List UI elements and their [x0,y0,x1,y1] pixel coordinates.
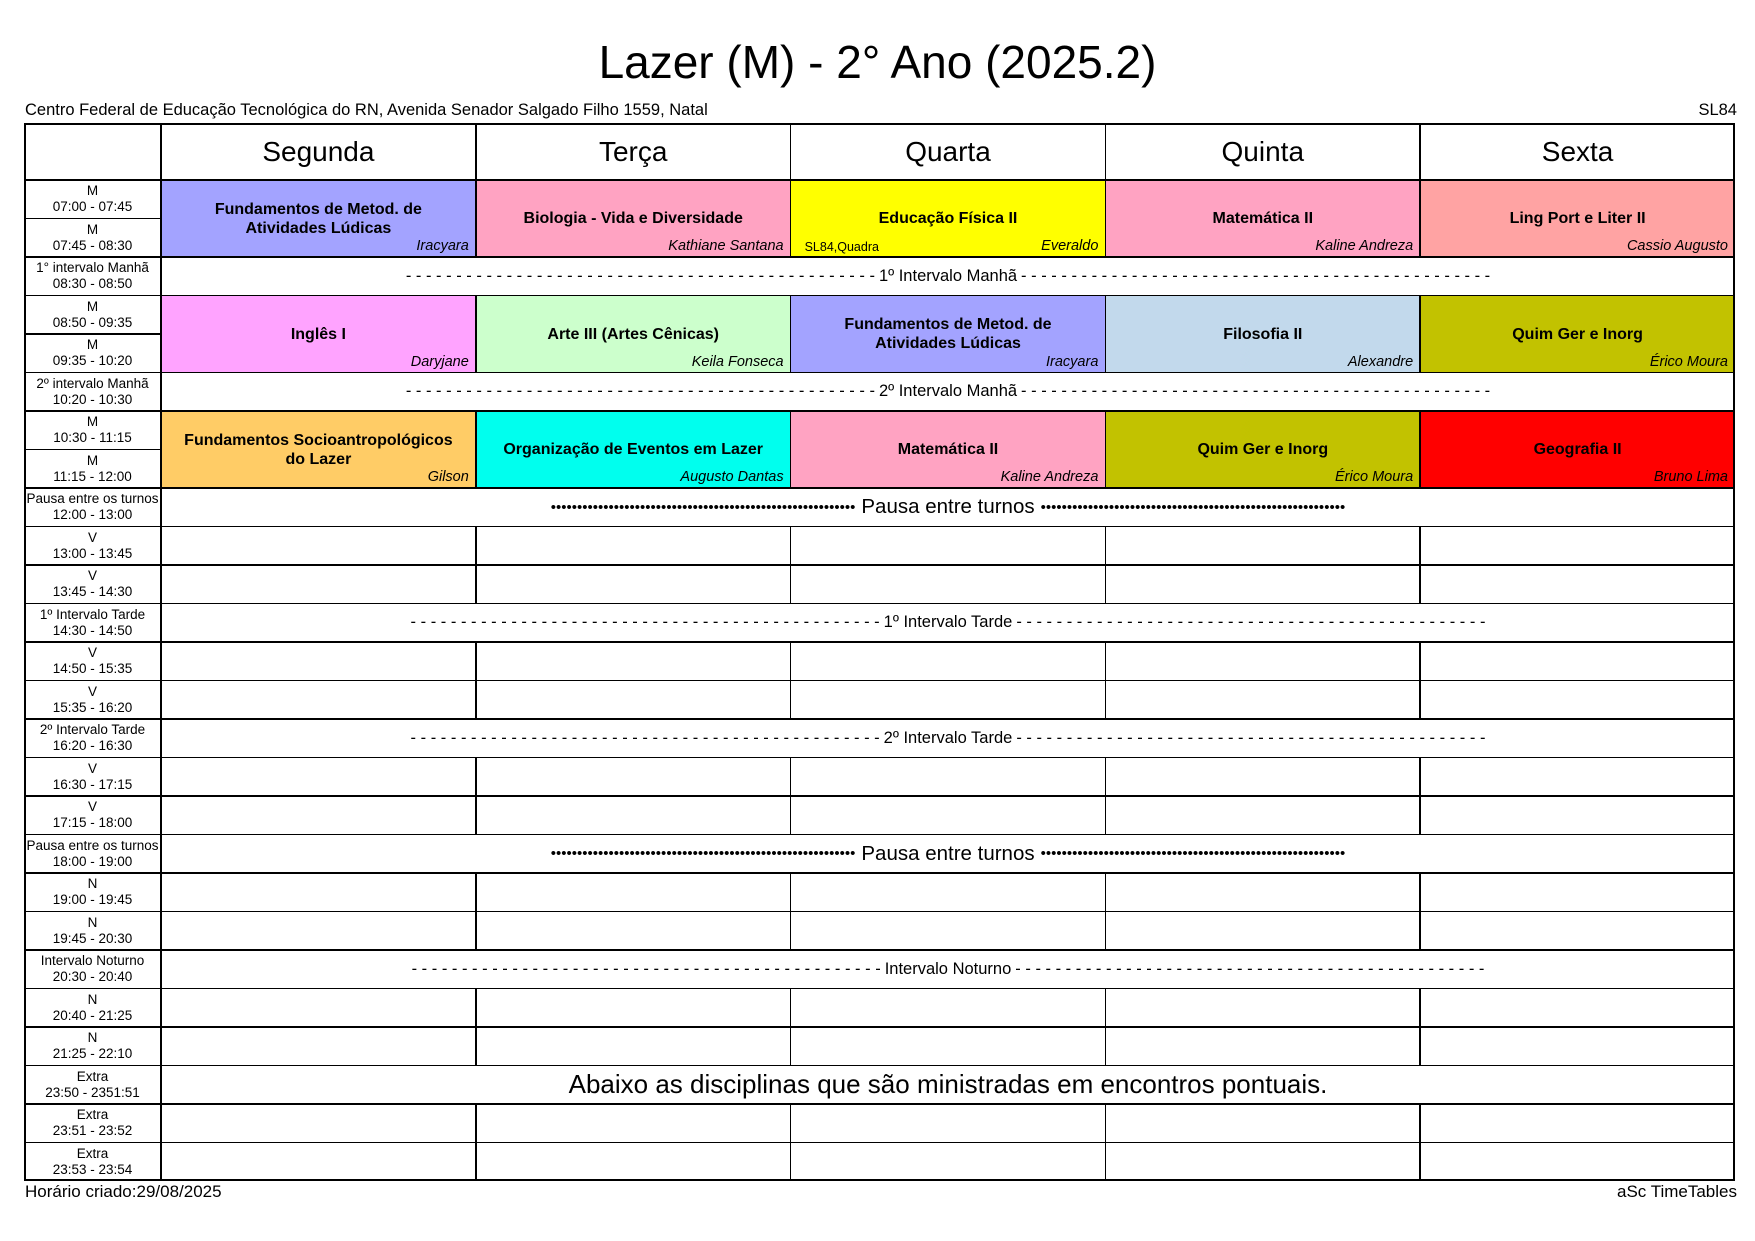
lesson-cell[interactable] [1105,411,1420,488]
period-time-label: 10:20 - 10:30 [52,391,133,407]
pause-dots-right: •••••••••••••••••••••••••••••••••••••••••••••••••••••••••• [1040,845,1346,863]
period-time-label: 07:00 - 07:45 [52,199,133,215]
column-divider [1419,450,1421,489]
column-divider [475,180,477,219]
column-divider [475,565,477,604]
period-shift-label: M [86,183,99,199]
lesson-subject: Fundamentos Socioantropológicos do Lazer [184,431,453,468]
row-divider [24,333,161,335]
interval-label: 2º Intervalo Manhã [878,382,1018,401]
column-divider [1419,296,1421,335]
column-divider [475,1104,477,1143]
column-divider [1419,1027,1421,1066]
column-divider [790,296,792,335]
column-divider [790,873,792,912]
period-time-cell [24,1027,161,1066]
row-divider [24,1065,1735,1067]
period-time-cell [24,719,161,758]
period-shift-label: Extra [76,1068,109,1084]
period-shift-label: N [87,914,98,930]
period-shift-label: Extra [76,1145,109,1161]
column-divider [790,1143,792,1182]
period-shift-label: 2º intervalo Manhã [36,375,149,391]
lesson-teacher: Kathiane Santana [668,238,784,254]
day-header: Sexta [1541,135,1614,167]
day-header: Quinta [1221,135,1305,167]
period-time-label: 17:15 - 18:00 [52,815,133,831]
column-divider [1105,873,1107,912]
interval-dash-right: - - - - - - - - - - - - - - - - - - - - - - - - - - - - - - - - - - - - - - - - - - - - - - - [1016,613,1486,632]
column-divider [790,411,792,450]
extra-note-row: Abaixo as disciplinas que são ministradas em encontros pontuais. [568,1069,1328,1100]
row-divider [24,988,1735,990]
column-divider [790,450,792,489]
column-divider [1105,123,1107,180]
column-divider [790,219,792,258]
interval-label: 2º Intervalo Tarde [883,728,1013,747]
period-time-cell [24,565,161,604]
column-divider [1419,989,1421,1028]
column-divider [1105,681,1107,720]
column-divider [475,527,477,566]
lesson-subject: Arte III (Artes Cênicas) [547,325,719,343]
row-divider [24,526,1735,528]
lesson-cell[interactable] [1420,296,1735,373]
period-time-cell [24,758,161,797]
period-time-label: 13:00 - 13:45 [52,545,133,561]
column-divider [1419,527,1421,566]
lesson-teacher: Keila Fonseca [691,353,784,370]
column-divider [790,565,792,604]
period-time-cell [24,604,161,643]
period-time-cell [24,1066,161,1105]
period-time-label: 23:53 - 23:54 [52,1161,133,1177]
period-time-cell [24,296,161,335]
column-divider [475,450,477,489]
lesson-subject: Ling Port e Liter II [1509,210,1646,227]
period-time-label: 14:50 - 15:35 [52,661,133,677]
period-shift-label: Extra [76,1107,109,1123]
period-shift-label: 1° intervalo Manhã [36,260,149,276]
period-shift-label: V [87,529,97,545]
day-header: Segunda [262,135,375,167]
column-divider [1419,1104,1421,1143]
period-shift-label: V [87,645,97,661]
period-time-label: 08:30 - 08:50 [52,276,133,292]
interval-dash-left: - - - - - - - - - - - - - - - - - - - - - - - - - - - - - - - - - - - - - - - - - - - - - - - [405,266,875,285]
lesson-subject: Matemática II [1212,210,1314,227]
period-time-cell [24,912,161,951]
page-title: Lazer (M) - 2° Ano (2025.2) [598,36,1157,88]
column-divider [1419,1143,1421,1182]
generator-label: aSc TimeTables [1617,1182,1737,1201]
row-divider [24,295,1735,297]
pause-dots-left: •••••••••••••••••••••••••••••••••••••••••••••••••••••••••• [550,845,856,863]
column-divider [1105,642,1107,681]
interval-dash-left: - - - - - - - - - - - - - - - - - - - - - - - - - - - - - - - - - - - - - - - - - - - - - - - [410,613,880,632]
period-shift-label: N [87,991,98,1007]
row-divider [24,718,1735,720]
column-divider [790,796,792,835]
column-divider [1419,123,1421,180]
lesson-cell[interactable] [1105,180,1420,257]
time-column-divider [160,123,162,1181]
period-time-cell [24,1143,161,1182]
column-divider [790,1104,792,1143]
column-divider [1105,912,1107,951]
column-divider [475,1143,477,1182]
period-time-cell [24,180,161,219]
row-divider [24,564,1735,566]
period-time-label: 21:25 - 22:10 [52,1046,133,1062]
period-time-label: 23:50 - 2351:51 [45,1084,140,1100]
lesson-teacher: Daryjane [410,353,469,370]
period-shift-label: Intervalo Noturno [40,953,145,969]
period-time-cell [24,527,161,566]
lesson-cell[interactable] [161,180,476,257]
lesson-subject: Fundamentos de Metod. de Atividades Lúdicas [214,200,422,237]
period-shift-label: M [86,414,99,430]
column-divider [1105,219,1107,258]
interval-dash-right: - - - - - - - - - - - - - - - - - - - - - - - - - - - - - - - - - - - - - - - - - - - - - - - [1021,382,1491,401]
column-divider [475,219,477,258]
period-time-cell [24,450,161,489]
row-divider [24,487,1735,489]
column-divider [1105,450,1107,489]
row-divider [24,795,1735,797]
interval-dash-right: - - - - - - - - - - - - - - - - - - - - - - - - - - - - - - - - - - - - - - - - - - - - - - - [1021,266,1491,285]
column-divider [475,411,477,450]
column-divider [790,123,792,180]
row-divider [24,834,1735,836]
column-divider [1105,180,1107,219]
lesson-teacher: Érico Moura [1649,353,1728,370]
column-divider [475,334,477,373]
period-time-label: 15:35 - 16:20 [52,699,133,715]
interval-label: Intervalo Noturno [884,959,1012,978]
lesson-cell[interactable] [161,411,476,488]
row-divider [24,757,1735,759]
row-divider [24,1142,1735,1144]
period-time-cell [24,642,161,681]
period-time-label: 12:00 - 13:00 [52,507,133,523]
period-shift-label: V [87,760,97,776]
column-divider [1419,565,1421,604]
period-shift-label: Pausa entre os turnos [26,837,159,853]
period-shift-label: M [86,452,99,468]
period-shift-label: N [87,1030,98,1046]
lesson-subject: Organização de Eventos em Lazer [503,441,764,458]
lesson-subject: Educação Física II [878,210,1018,227]
created-date: Horário criado:29/08/2025 [25,1182,222,1201]
period-time-label: 13:45 - 14:30 [52,584,133,600]
column-divider [790,758,792,797]
interval-row [161,604,1735,643]
period-shift-label: 2º Intervalo Tarde [39,722,146,738]
column-divider [1419,219,1421,258]
column-divider [1419,411,1421,450]
day-header: Quarta [905,135,991,167]
period-time-label: 08:50 - 09:35 [52,314,133,330]
pause-dots-left: •••••••••••••••••••••••••••••••••••••••••••••••••••••••••• [550,498,856,516]
period-shift-label: M [86,221,99,237]
lesson-teacher: Iracyara [416,238,469,254]
lesson-teacher: Kaline Andreza [1000,469,1099,485]
period-time-label: 14:30 - 14:50 [52,622,133,638]
row-divider [24,641,1735,643]
row-divider [24,911,1735,913]
row-divider [24,372,1735,374]
interval-label: 1º Intervalo Manhã [878,266,1018,285]
period-time-label: 20:30 - 20:40 [52,969,133,985]
interval-dash-left: - - - - - - - - - - - - - - - - - - - - - - - - - - - - - - - - - - - - - - - - - - - - - - - [411,959,881,978]
shift-pause-row [161,835,1735,874]
pause-label: Pausa entre turnos [861,495,1035,519]
lesson-cell[interactable] [476,411,791,488]
column-divider [475,296,477,335]
period-time-label: 23:51 - 23:52 [52,1123,133,1139]
period-time-cell [24,950,161,989]
column-divider [1105,758,1107,797]
lesson-cell[interactable] [791,180,1106,257]
column-divider [1419,758,1421,797]
column-divider [1105,796,1107,835]
day-header: Terça [598,135,668,167]
column-divider [790,527,792,566]
lesson-cell[interactable] [791,411,1106,488]
room-code: SL84 [1698,101,1737,119]
lesson-cell[interactable] [476,296,791,373]
pause-label: Pausa entre turnos [861,841,1035,865]
column-divider [475,681,477,720]
column-divider [1419,334,1421,373]
school-address: Centro Federal de Educação Tecnológica do RN, Avenida Senador Salgado Filho 1559, Natal [25,101,708,119]
lesson-teacher: Alexandre [1347,353,1414,370]
row-divider [24,680,1735,682]
column-divider [790,180,792,219]
interval-row [161,950,1735,989]
period-time-cell [24,488,161,527]
period-time-cell [24,257,161,296]
lesson-teacher: Bruno Lima [1653,469,1728,485]
lesson-subject: Filosofia II [1223,325,1303,343]
pause-dots-right: •••••••••••••••••••••••••••••••••••••••••••••••••••••••••• [1040,498,1346,516]
period-time-label: 11:15 - 12:00 [53,468,132,484]
period-shift-label: N [87,876,98,892]
column-divider [1105,1027,1107,1066]
period-time-label: 20:40 - 21:25 [52,1007,133,1023]
lesson-subject: Fundamentos de Metod. de Atividades Lúdicas [844,316,1052,352]
interval-row [161,373,1735,412]
lesson-teacher: Gilson [427,469,469,485]
period-time-label: 16:30 - 17:15 [52,776,133,792]
period-time-label: 07:45 - 08:30 [52,237,133,253]
column-divider [1105,1143,1107,1182]
lesson-cell[interactable] [1420,180,1735,257]
interval-label: 1º Intervalo Tarde [883,613,1013,632]
lesson-room: SL84,Quadra [804,240,879,254]
row-divider [24,872,1735,874]
interval-row [161,719,1735,758]
column-divider [790,334,792,373]
column-divider [475,642,477,681]
period-shift-label: M [86,337,99,353]
column-divider [1105,334,1107,373]
column-divider [1105,411,1107,450]
column-divider [1419,796,1421,835]
period-shift-label: Pausa entre os turnos [26,491,159,507]
period-shift-label: M [86,298,99,314]
interval-row [161,257,1735,296]
period-time-cell [24,373,161,412]
period-time-label: 19:00 - 19:45 [52,892,133,908]
interval-dash-right: - - - - - - - - - - - - - - - - - - - - - - - - - - - - - - - - - - - - - - - - - - - - - - - [1016,728,1486,747]
period-time-label: 09:35 - 10:20 [52,353,133,369]
period-time-label: 16:20 - 16:30 [52,738,133,754]
row-divider [24,410,1735,412]
column-divider [475,912,477,951]
interval-dash-left: - - - - - - - - - - - - - - - - - - - - - - - - - - - - - - - - - - - - - - - - - - - - - - - [405,382,875,401]
column-divider [475,873,477,912]
row-divider [24,218,161,220]
lesson-teacher: Érico Moura [1335,469,1414,485]
lesson-cell[interactable] [161,296,476,373]
lesson-cell[interactable] [791,296,1106,373]
column-divider [1105,527,1107,566]
lesson-teacher: Augusto Dantas [680,469,784,485]
row-divider [24,256,1735,258]
column-divider [475,758,477,797]
period-shift-label: V [87,683,97,699]
period-time-cell [24,873,161,912]
column-divider [790,642,792,681]
period-time-cell [24,835,161,874]
column-divider [790,681,792,720]
period-time-cell [24,334,161,373]
period-time-label: 19:45 - 20:30 [52,930,133,946]
column-divider [1105,296,1107,335]
lesson-subject: Matemática II [897,441,999,458]
period-shift-label: V [87,568,97,584]
column-divider [475,1027,477,1066]
column-divider [790,989,792,1028]
row-divider [24,949,1735,951]
lesson-cell[interactable] [1105,296,1420,373]
period-time-label: 10:30 - 11:15 [53,430,132,446]
column-divider [790,1027,792,1066]
period-time-cell [24,989,161,1028]
column-divider [1419,873,1421,912]
row-divider [24,603,1735,605]
period-time-cell [24,681,161,720]
period-time-label: 18:00 - 19:00 [52,853,133,869]
column-divider [1105,989,1107,1028]
column-divider [1105,1104,1107,1143]
column-divider [1419,642,1421,681]
shift-pause-row [161,488,1735,527]
row-divider [24,1026,1735,1028]
lesson-subject: Quim Ger e Inorg [1512,325,1643,343]
column-divider [475,123,477,180]
lesson-teacher: Iracyara [1046,353,1099,370]
lesson-subject: Quim Ger e Inorg [1197,441,1329,458]
period-time-cell [24,796,161,835]
header-divider [24,179,1735,181]
column-divider [790,912,792,951]
column-divider [475,989,477,1028]
lesson-teacher: Everaldo [1041,238,1099,254]
interval-dash-left: - - - - - - - - - - - - - - - - - - - - - - - - - - - - - - - - - - - - - - - - - - - - - - - [410,728,880,747]
column-divider [1419,180,1421,219]
period-shift-label: 1º Intervalo Tarde [39,606,146,622]
lesson-subject: Biologia - Vida e Diversidade [523,210,743,227]
column-divider [475,796,477,835]
lesson-cell[interactable] [1420,411,1735,488]
period-shift-label: V [87,799,97,815]
lesson-subject: Geografia II [1533,441,1622,458]
period-time-cell [24,411,161,450]
row-divider [24,1103,1735,1105]
lesson-teacher: Cassio Augusto [1626,238,1728,254]
interval-dash-right: - - - - - - - - - - - - - - - - - - - - - - - - - - - - - - - - - - - - - - - - - - - - - - - [1015,959,1485,978]
lesson-teacher: Kaline Andreza [1315,238,1414,254]
lesson-subject: Inglês I [290,325,346,343]
period-time-cell [24,219,161,258]
column-divider [1419,681,1421,720]
column-divider [1419,912,1421,951]
row-divider [24,449,161,451]
period-time-cell [24,1104,161,1143]
timetable-grid [24,123,1735,1181]
column-divider [1105,565,1107,604]
lesson-cell[interactable] [476,180,791,257]
